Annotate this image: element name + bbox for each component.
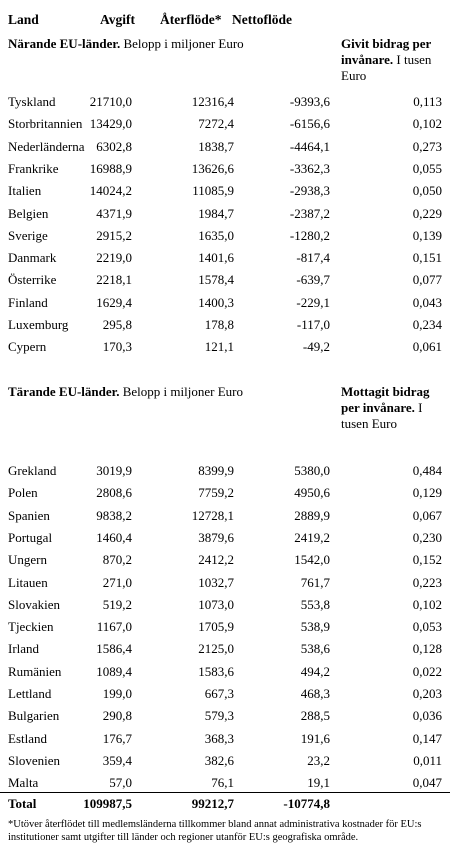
avgift-cell: 21710,0	[89, 94, 132, 109]
table-row	[0, 314, 450, 336]
total-label: Total	[8, 796, 37, 811]
aterflode-cell: 121,1	[204, 339, 234, 355]
table-row	[0, 638, 450, 660]
netto-cell: 288,5	[300, 708, 330, 724]
country-cell: Grekland	[8, 463, 57, 478]
country-cell: Tyskland	[8, 94, 56, 109]
netto-cell: 23,2	[307, 752, 330, 768]
per-capita-cell: 0,152	[412, 552, 442, 568]
netto-cell: 494,2	[300, 663, 330, 679]
avgift-cell: 176,7	[102, 730, 132, 746]
table-row	[0, 203, 450, 225]
netto-cell: 553,8	[300, 596, 330, 612]
aterflode-cell: 12316,4	[191, 94, 234, 109]
country-cell: Italien	[8, 183, 42, 199]
per-capita-cell: 0,151	[412, 250, 442, 266]
aterflode-cell: 368,3	[204, 730, 234, 746]
netto-cell: 2889,9	[294, 507, 330, 523]
table-row	[0, 705, 450, 727]
aterflode-cell: 7272,4	[198, 116, 234, 132]
netto-cell: -4464,1	[289, 138, 330, 154]
country-cell: Danmark	[8, 250, 57, 266]
per-capita-cell: 0,234	[412, 317, 442, 332]
aterflode-cell: 2412,2	[198, 552, 234, 568]
per-capita-cell: 0,022	[412, 663, 442, 679]
aterflode-cell: 2125,0	[198, 641, 234, 657]
netto-cell: 468,3	[300, 686, 330, 701]
country-cell: Estland	[8, 730, 47, 746]
per-capita-cell: 0,203	[412, 686, 442, 701]
aterflode-cell: 3879,6	[198, 529, 234, 545]
per-capita-cell: 0,077	[412, 272, 442, 288]
aterflode-cell: 1401,6	[198, 250, 234, 266]
country-cell: Litauen	[8, 574, 48, 590]
table-row	[0, 460, 450, 482]
total-aterflode: 99212,7	[191, 796, 234, 811]
country-cell: Tjeckien	[8, 619, 54, 635]
per-capita-cell: 0,043	[412, 294, 442, 310]
country-cell: Malta	[8, 775, 39, 791]
table-row	[0, 505, 450, 527]
country-cell: Spanien	[8, 507, 50, 523]
country-cell: Luxemburg	[8, 317, 69, 332]
netto-cell: -2387,2	[289, 205, 330, 221]
table-row	[0, 91, 450, 113]
section1-title: Närande EU-länder. Belopp i miljoner Euro	[8, 36, 244, 51]
aterflode-cell: 12728,1	[191, 507, 234, 523]
aterflode-cell: 667,3	[204, 686, 234, 701]
avgift-cell: 295,8	[102, 317, 132, 332]
total-avgift: 109987,5	[83, 796, 132, 811]
section2-per-capita-heading: Mottagit bidrag per invånare. I tusen Euro	[341, 384, 430, 431]
aterflode-cell: 13626,6	[191, 160, 234, 176]
aterflode-cell: 1984,7	[198, 205, 234, 221]
table-row	[0, 336, 450, 358]
netto-cell: -639,7	[296, 272, 330, 288]
netto-cell: 19,1	[307, 775, 330, 791]
country-cell: Irland	[8, 641, 40, 657]
netto-cell: 538,6	[300, 641, 330, 657]
country-cell: Rumänien	[8, 663, 62, 679]
avgift-cell: 1629,4	[96, 294, 132, 310]
avgift-cell: 3019,9	[96, 463, 132, 478]
aterflode-cell: 11085,9	[192, 183, 234, 199]
country-cell: Polen	[8, 485, 38, 501]
per-capita-cell: 0,223	[412, 574, 442, 590]
country-cell: Storbritannien	[8, 116, 83, 132]
avgift-cell: 16988,9	[89, 160, 132, 176]
netto-cell: 538,9	[300, 619, 330, 635]
country-cell: Bulgarien	[8, 708, 60, 724]
avgift-cell: 519,2	[102, 596, 132, 612]
total-netto: -10774,8	[283, 796, 330, 811]
avgift-cell: 2915,2	[96, 227, 132, 243]
per-capita-cell: 0,139	[412, 227, 442, 243]
footnote: *Utöver återflödet till medlemsländerna tillkommer bland annat administrativa kostnader för EU:s institutioner samt utgifter till länder och regioner utanför EU:s geografiska område.	[8, 819, 422, 843]
netto-cell: -229,1	[296, 294, 330, 310]
country-cell: Slovenien	[8, 752, 60, 768]
avgift-cell: 1089,4	[96, 663, 132, 679]
table-row	[0, 482, 450, 504]
aterflode-cell: 1400,3	[198, 294, 234, 310]
aterflode-cell: 178,8	[204, 317, 234, 332]
table-row	[0, 772, 450, 794]
country-cell: Ungern	[8, 552, 47, 568]
table-row	[0, 549, 450, 571]
netto-cell: -9393,6	[289, 94, 330, 109]
country-cell: Finland	[8, 294, 48, 310]
per-capita-cell: 0,050	[412, 183, 442, 199]
avgift-cell: 13429,0	[89, 116, 132, 132]
aterflode-cell: 382,6	[204, 752, 234, 768]
avgift-cell: 290,8	[102, 708, 132, 724]
per-capita-cell: 0,055	[412, 160, 442, 176]
per-capita-cell: 0,036	[412, 708, 442, 724]
per-capita-cell: 0,053	[412, 619, 442, 635]
avgift-cell: 9838,2	[96, 507, 132, 523]
avgift-cell: 1167,0	[96, 619, 132, 635]
table-row	[0, 616, 450, 638]
country-cell: Österrike	[8, 272, 57, 288]
country-cell: Nederländerna	[8, 138, 85, 154]
netto-cell: -49,2	[302, 339, 330, 355]
table-row	[0, 728, 450, 750]
table-row	[0, 750, 450, 772]
table-row	[0, 158, 450, 180]
header-nettoflode: Nettoflöde	[232, 12, 292, 27]
header-land: Land	[8, 12, 39, 27]
netto-cell: -2938,3	[289, 183, 330, 199]
avgift-cell: 1586,4	[96, 641, 132, 657]
per-capita-cell: 0,067	[412, 507, 442, 523]
country-cell: Belgien	[8, 205, 49, 221]
avgift-cell: 271,0	[102, 574, 132, 590]
aterflode-cell: 8399,9	[198, 463, 234, 478]
per-capita-cell: 0,102	[412, 596, 442, 612]
aterflode-cell: 1583,6	[198, 663, 234, 679]
table-row	[0, 225, 450, 247]
table-row	[0, 136, 450, 158]
aterflode-cell: 579,3	[204, 708, 234, 724]
table-row	[0, 247, 450, 269]
avgift-cell: 1460,4	[96, 529, 132, 545]
header-avgift: Avgift	[100, 12, 135, 27]
section2-title: Tärande EU-länder. Belopp i miljoner Euro	[8, 384, 243, 399]
section1-per-capita-heading: Givit bidrag per invånare. I tusen Euro	[341, 36, 432, 83]
country-cell: Lettland	[8, 686, 52, 701]
avgift-cell: 870,2	[102, 552, 132, 568]
per-capita-cell: 0,102	[412, 116, 442, 132]
aterflode-cell: 1578,4	[198, 272, 234, 288]
per-capita-cell: 0,484	[412, 463, 442, 478]
table-row	[0, 683, 450, 705]
netto-cell: -6156,6	[289, 116, 330, 132]
table-row	[0, 180, 450, 202]
per-capita-cell: 0,011	[413, 752, 442, 768]
total-row	[0, 793, 450, 815]
aterflode-cell: 1635,0	[198, 227, 234, 243]
country-cell: Frankrike	[8, 160, 59, 176]
netto-cell: 4950,6	[294, 485, 330, 501]
avgift-cell: 6302,8	[96, 138, 132, 154]
netto-cell: -117,0	[296, 317, 330, 332]
netto-cell: -3362,3	[289, 160, 330, 176]
per-capita-cell: 0,273	[412, 138, 442, 154]
per-capita-cell: 0,147	[412, 730, 442, 746]
table-row	[0, 661, 450, 683]
netto-cell: -817,4	[296, 250, 330, 266]
per-capita-cell: 0,229	[412, 205, 442, 221]
avgift-cell: 57,0	[109, 775, 132, 791]
country-cell: Portugal	[8, 529, 53, 545]
aterflode-cell: 7759,2	[198, 485, 234, 501]
avgift-cell: 170,3	[102, 339, 132, 355]
table-row	[0, 527, 450, 549]
country-cell: Sverige	[8, 227, 48, 243]
avgift-cell: 359,4	[102, 752, 132, 768]
per-capita-cell: 0,113	[413, 94, 442, 109]
table-row	[0, 572, 450, 594]
avgift-cell: 2218,1	[96, 272, 132, 288]
netto-cell: 2419,2	[294, 529, 330, 545]
netto-cell: 1542,0	[294, 552, 330, 568]
per-capita-cell: 0,047	[412, 775, 442, 791]
netto-cell: 761,7	[300, 574, 330, 590]
per-capita-cell: 0,129	[412, 485, 442, 501]
per-capita-cell: 0,061	[412, 339, 442, 355]
aterflode-cell: 1705,9	[198, 619, 234, 635]
aterflode-cell: 1838,7	[198, 138, 234, 154]
netto-cell: 191,6	[300, 730, 330, 746]
aterflode-cell: 1032,7	[198, 574, 234, 590]
per-capita-cell: 0,230	[412, 529, 442, 545]
header-aterflode: Återflöde*	[160, 12, 222, 27]
table-row	[0, 594, 450, 616]
netto-cell: -1280,2	[289, 227, 330, 243]
netto-cell: 5380,0	[294, 463, 330, 478]
aterflode-cell: 1073,0	[198, 596, 234, 612]
table-row	[0, 292, 450, 314]
per-capita-cell: 0,128	[412, 641, 442, 657]
avgift-cell: 2808,6	[96, 485, 132, 501]
table-row	[0, 113, 450, 135]
avgift-cell: 4371,9	[96, 205, 132, 221]
avgift-cell: 199,0	[102, 686, 132, 701]
table-row	[0, 269, 450, 291]
avgift-cell: 14024,2	[89, 183, 132, 199]
country-cell: Slovakien	[8, 596, 60, 612]
aterflode-cell: 76,1	[211, 775, 234, 791]
country-cell: Cypern	[8, 339, 47, 355]
avgift-cell: 2219,0	[96, 250, 132, 266]
